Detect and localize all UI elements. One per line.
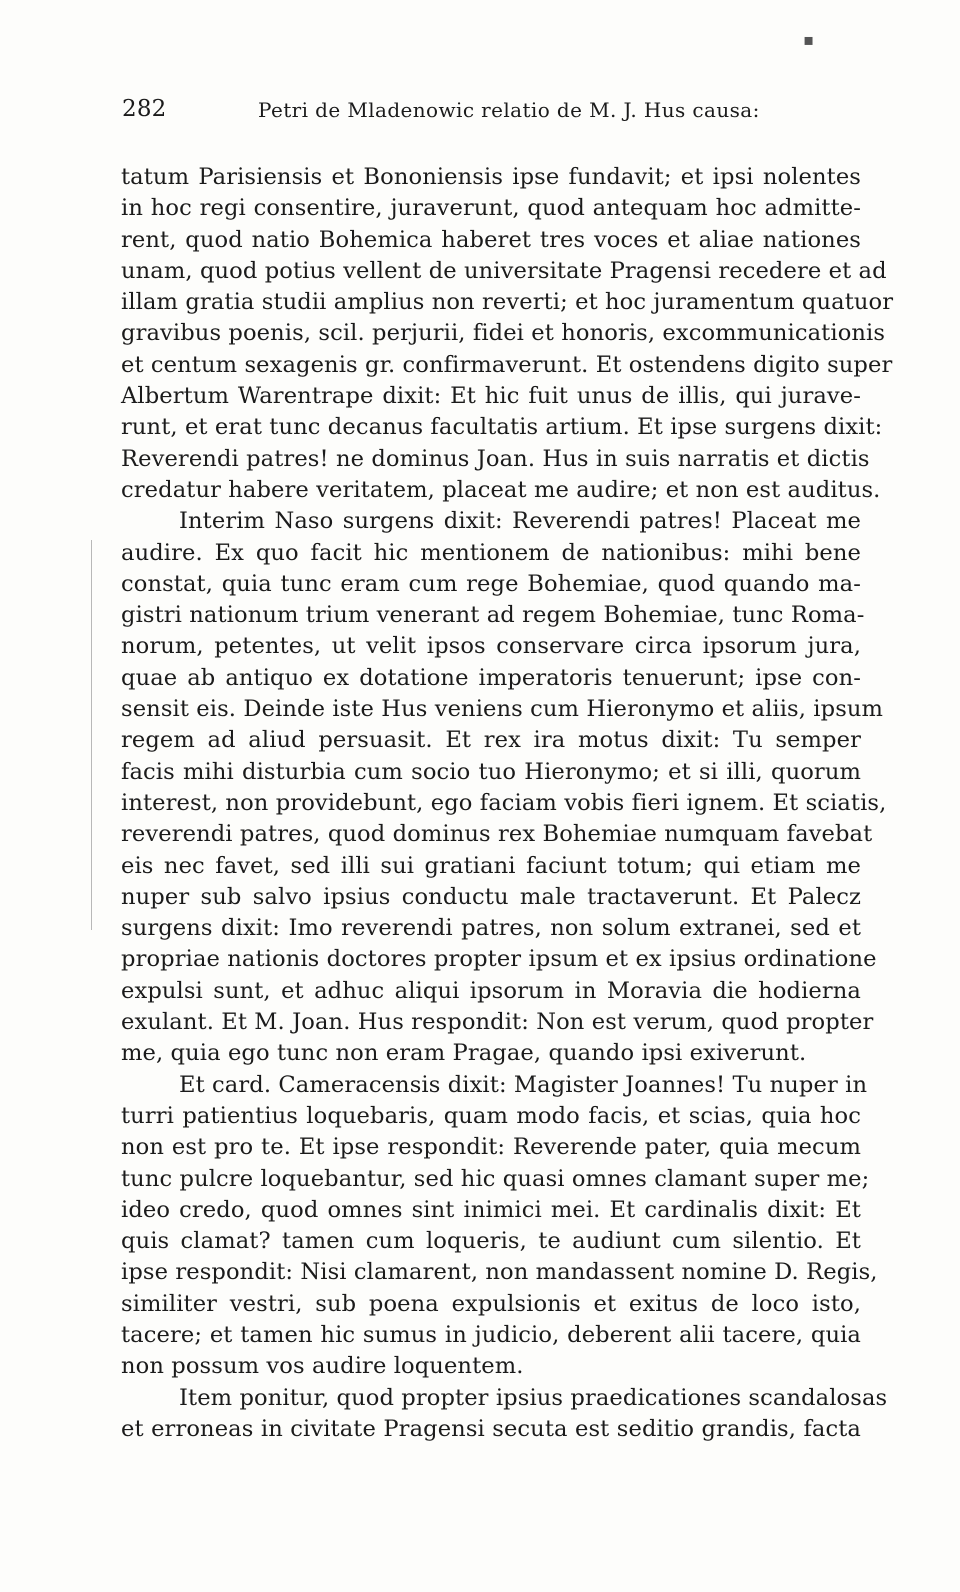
text-line: exulant. Et M. Joan. Hus respondit: Non est verum, quod propter: [121, 1009, 874, 1036]
text-line: audire. Ex quo facit hic mentionem de nationibus: mihi bene: [121, 539, 861, 566]
text-line: facis mihi disturbia cum socio tuo Hieronymo; et si illi, quorum: [121, 758, 861, 785]
text-line: constat, quia tunc eram cum rege Bohemiae, quod quando ma-: [121, 570, 861, 597]
text-line: regem ad aliud persuasit. Et rex ira motus dixit: Tu semper: [121, 727, 861, 754]
running-head: Petri de Mladenowic relatio de M. J. Hus causa:: [258, 98, 760, 122]
text-line: non possum vos audire loquentem.: [121, 1353, 524, 1380]
body-text: [121, 162, 894, 1445]
corner-speck: ▪: [803, 30, 814, 49]
text-line: turri patientius loquebaris, quam modo facis, et scias, quia hoc: [121, 1102, 861, 1129]
text-line: eis nec favet, sed illi sui gratiani faciunt totum; qui etiam me: [121, 852, 861, 879]
text-line: Interim Naso surgens dixit: Reverendi patres! Placeat me: [179, 508, 861, 535]
text-line: et centum sexagenis gr. confirmaverunt. Et ostendens digito super: [121, 351, 893, 378]
text-line: norum, petentes, ut velit ipsos conservare circa ipsorum jura,: [121, 633, 861, 660]
text-line: in hoc regi consentire, juraverunt, quod antequam hoc admitte-: [121, 195, 861, 222]
text-line: Et card. Cameracensis dixit: Magister Joannes! Tu nuper in: [179, 1071, 868, 1098]
text-line: propriae nationis doctores propter ipsum et ex ipsius ordinatione: [121, 946, 877, 973]
text-line: expulsi sunt, et adhuc aliqui ipsorum in Moravia die hodierna: [121, 977, 861, 1004]
text-line: Albertum Warentrape dixit: Et hic fuit unus de illis, qui jurave-: [121, 383, 861, 410]
text-line: tatum Parisiensis et Bononiensis ipse fundavit; et ipsi nolentes: [121, 164, 861, 190]
margin-mark: [91, 540, 92, 930]
text-line: similiter vestri, sub poena expulsionis et exitus de loco isto,: [121, 1290, 861, 1317]
page-number: 282: [122, 96, 167, 122]
text-line: credatur habere veritatem, placeat me audire; et non est auditus.: [121, 476, 881, 503]
text-line: Item ponitur, quod propter ipsius praedicationes scandalosas: [179, 1384, 888, 1411]
text-line: et erroneas in civitate Pragensi secuta est seditio grandis, facta: [121, 1415, 861, 1442]
text-line: tunc pulcre loquebantur, sed hic quasi omnes clamant super me;: [121, 1165, 870, 1192]
text-line: interest, non providebunt, ego faciam vobis fieri ignem. Et sciatis,: [121, 789, 887, 816]
text-line: ideo credo, quod omnes sint inimici mei. Et cardinalis dixit: Et: [121, 1196, 861, 1223]
text-line: sensit eis. Deinde iste Hus veniens cum Hieronymo et aliis, ipsum: [121, 696, 884, 723]
text-line: quis clamat? tamen cum loqueris, te audiunt cum silentio. Et: [121, 1228, 861, 1255]
text-line: non est pro te. Et ipse respondit: Reverende pater, quia mecum: [121, 1134, 861, 1161]
text-line: runt, et erat tunc decanus facultatis artium. Et ipse surgens dixit:: [121, 414, 883, 441]
text-line: unam, quod potius vellent de universitate Pragensi recedere et ad: [121, 257, 887, 284]
text-line: gistri nationum trium venerant ad regem Bohemiae, tunc Roma-: [121, 602, 865, 629]
text-line: gravibus poenis, scil. perjurii, fidei et honoris, excommunicationis: [121, 320, 886, 347]
text-line: me, quia ego tunc non eram Pragae, quando ipsi exiverunt.: [121, 1040, 807, 1067]
text-line: reverendi patres, quod dominus rex Bohemiae numquam favebat: [121, 821, 873, 848]
text-line: rent, quod natio Bohemica haberet tres voces et aliae nationes: [121, 226, 861, 253]
text-line: ipse respondit: Nisi clamarent, non mandassent nomine D. Regis,: [121, 1259, 878, 1286]
text-line: Reverendi patres! ne dominus Joan. Hus in suis narratis et dictis: [121, 445, 870, 472]
text-line: illam gratia studii amplius non reverti; et hoc juramentum quatuor: [121, 289, 894, 316]
text-line: nuper sub salvo ipsius conductu male tractaverunt. Et Palecz: [121, 883, 861, 910]
text-line: quae ab antiquo ex dotatione imperatoris tenuerunt; ipse con-: [121, 664, 861, 691]
text-line: surgens dixit: Imo reverendi patres, non solum extranei, sed et: [121, 915, 861, 942]
page-header: [122, 96, 882, 130]
text-line: tacere; et tamen hic sumus in judicio, deberent alii tacere, quia: [121, 1321, 861, 1348]
